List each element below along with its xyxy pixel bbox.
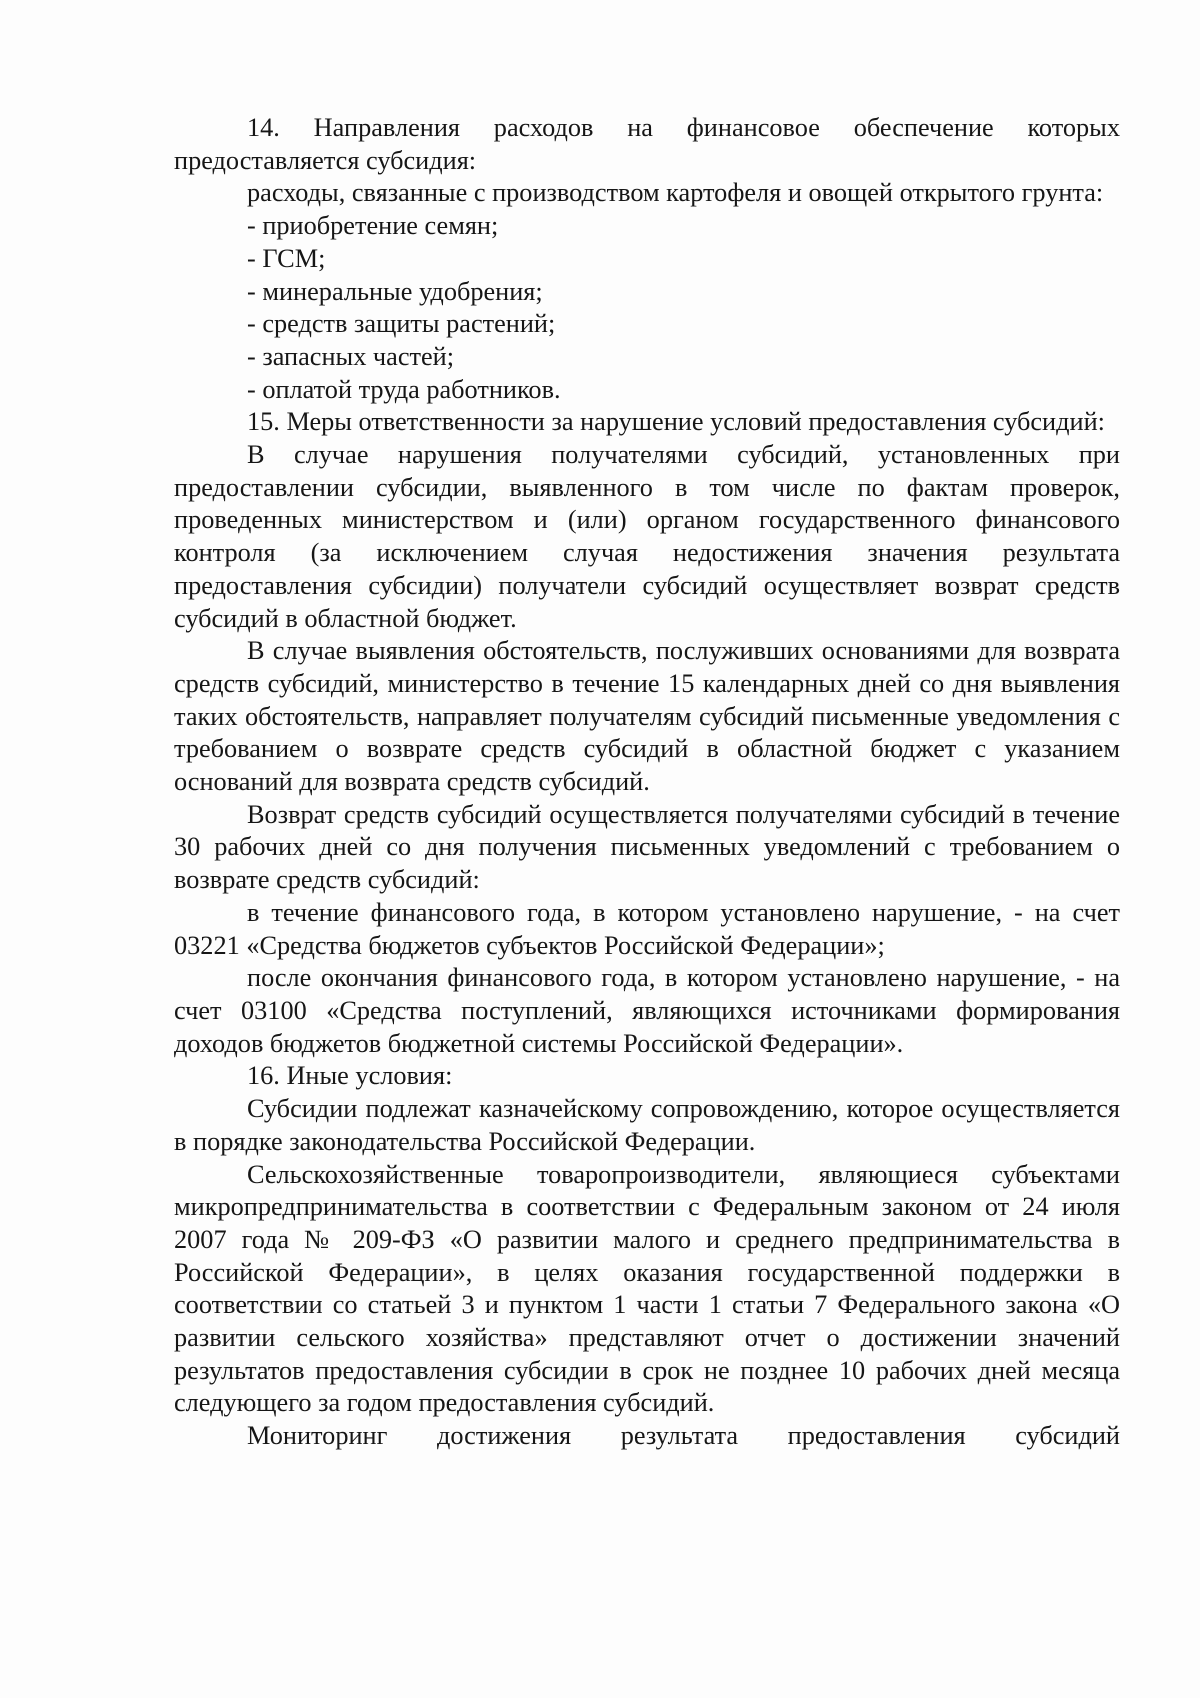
list-item: - средств защиты растений; bbox=[247, 309, 556, 339]
list-item: - запасных частей; bbox=[247, 341, 455, 371]
section-15-paragraph: в течение финансового года, в котором установлено нарушение, - на счет 03221 «Средства бюджетов субъектов Российской Федерации»; bbox=[174, 897, 1120, 960]
list-item: - минеральные удобрения; bbox=[247, 276, 543, 306]
section-16-paragraph: Мониторинг достижения результата предоставления субсидий bbox=[247, 1421, 1120, 1451]
section-15-paragraph: после окончания финансового года, в котором установлено нарушение, - на счет 03100 «Средства поступлений, являющихся источниками формирования доходов бюджетов бюджетной системы Российской Федерации». bbox=[174, 963, 1120, 1058]
list-item: - ГСМ; bbox=[247, 243, 326, 273]
section-16-paragraph: Сельскохозяйственные товаропроизводители, являющиеся субъектами микропредпринимательства в соответствии с Федеральным законом от 24 июля 2007 года № 209-ФЗ «О развитии малого и среднего предпринимательства в Российской Федерации», в целях оказания государственной поддержки в соответствии со статьей 3 и пунктом 1 части 1 статьи 7 Федерального закона «О развитии сельского хозяйства» представляют отчет о достижении значений результатов предоставления субсидии в срок не позднее 10 рабочих дней месяца следующего за годом предоставления субсидий. bbox=[174, 1159, 1120, 1418]
section-15-paragraph: В случае выявления обстоятельств, послуживших основаниями для возврата средств субсидий, министерство в течение 15 календарных дней со дня выявления таких обстоятельств, направляет получателям субсидий письменные уведомления с требованием о возврате средств субсидий в областной бюджет с указанием оснований для возврата средств субсидий. bbox=[174, 636, 1120, 797]
section-16-paragraph: Субсидии подлежат казначейскому сопровождению, которое осуществляется в порядке законодательства Российской Федерации. bbox=[174, 1094, 1120, 1156]
section-14-heading: 14. Направления расходов на финансовое обеспечение которых предоставляется субсидия: bbox=[174, 113, 1120, 175]
section-15-paragraph: Возврат средств субсидий осуществляется получателями субсидий в течение 30 рабочих дней со дня получения письменных уведомлений с требованием о возврате средств субсидий: bbox=[174, 799, 1120, 895]
section-14-intro: расходы, связанные с производством картофеля и овощей открытого грунта: bbox=[247, 178, 1104, 208]
section-15-paragraph: В случае нарушения получателями субсидий, установленных при предоставлении субсидии, выявленного в том числе по фактам проверок, проведенных министерством и (или) органом государственного финансового контроля (за исключением случая недостижения значения результата предоставления субсидии) получатели субсидий осуществляет возврат средств субсидий в областной бюджет. bbox=[174, 440, 1120, 633]
list-item: - приобретение семян; bbox=[247, 211, 499, 241]
document-body bbox=[174, 112, 1120, 1453]
section-15-heading: 15. Меры ответственности за нарушение условий предоставления субсидий: bbox=[247, 407, 1105, 437]
section-16-heading: 16. Иные условия: bbox=[247, 1061, 453, 1091]
list-item: - оплатой труда работников. bbox=[247, 374, 561, 404]
